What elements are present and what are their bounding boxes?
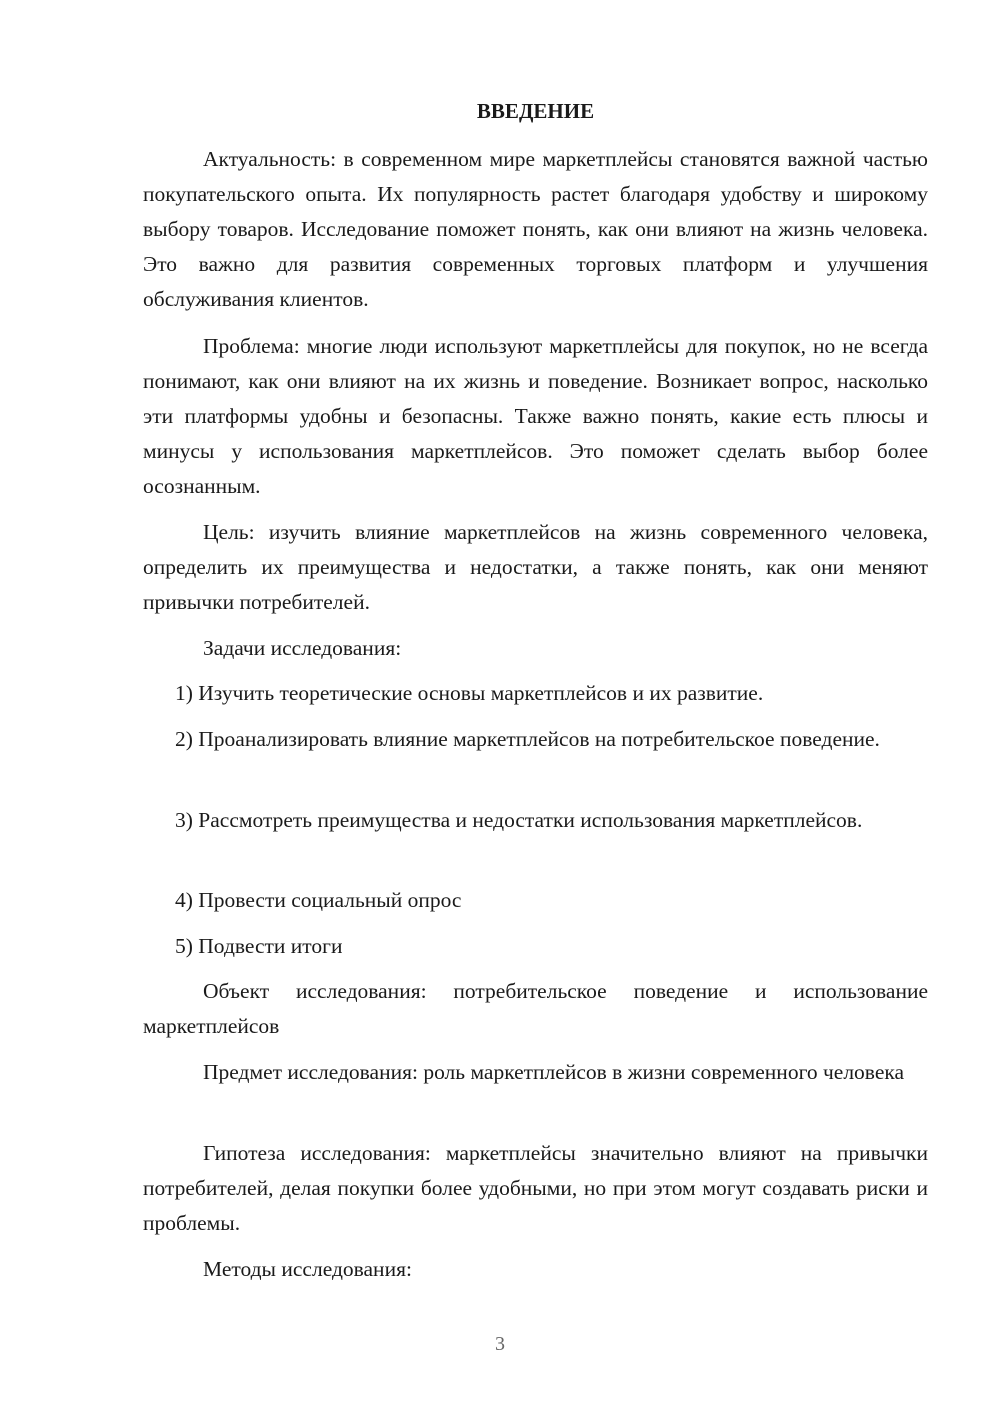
task-item-2: 2) Проанализировать влияние маркетплейсов на потребительское поведение. [175,727,880,751]
tasks-heading: Задачи исследования: [203,636,402,660]
page-number: 3 [495,1333,505,1355]
paragraph-object: Объект исследования: потребительское поведение и использование маркетплейсов [143,979,928,1038]
paragraph-relevance: Актуальность: в современном мире маркетплейсы становятся важной частью покупательского опыта. Их популярность растет благодаря удобству и широкому выбору товаров. Исследование поможет понять, как они влияют на жизнь человека. Это важно для развития современных торговых платформ и улучшения обслуживания клиентов. [143,147,928,311]
task-item-5: 5) Подвести итоги [175,934,343,958]
paragraph-subject: Предмет исследования: роль маркетплейсов в жизни современного человека [203,1060,905,1084]
task-item-1: 1) Изучить теоретические основы маркетплейсов и их развитие. [175,681,764,705]
paragraph-problem: Проблема: многие люди используют маркетплейсы для покупок, но не всегда понимают, как они влияют на их жизнь и поведение. Возникает вопрос, насколько эти платформы удобны и безопасны. Также важно понять, какие есть плюсы и минусы у использования маркетплейсов. Это поможет сделать выбор более осознанным. [143,334,928,498]
methods-heading: Методы исследования: [203,1257,412,1281]
task-item-3: 3) Рассмотреть преимущества и недостатки использования маркетплейсов. [175,808,863,832]
paragraph-goal: Цель: изучить влияние маркетплейсов на жизнь современного человека, определить их преимущества и недостатки, а также понять, как они меняют привычки потребителей. [143,520,928,614]
page-title: ВВЕДЕНИЕ [476,99,595,123]
task-item-4: 4) Провести социальный опрос [175,888,462,912]
paragraph-hypothesis: Гипотеза исследования: маркетплейсы значительно влияют на привычки потребителей, делая покупки более удобными, но при этом могут создавать риски и проблемы. [143,1141,928,1235]
